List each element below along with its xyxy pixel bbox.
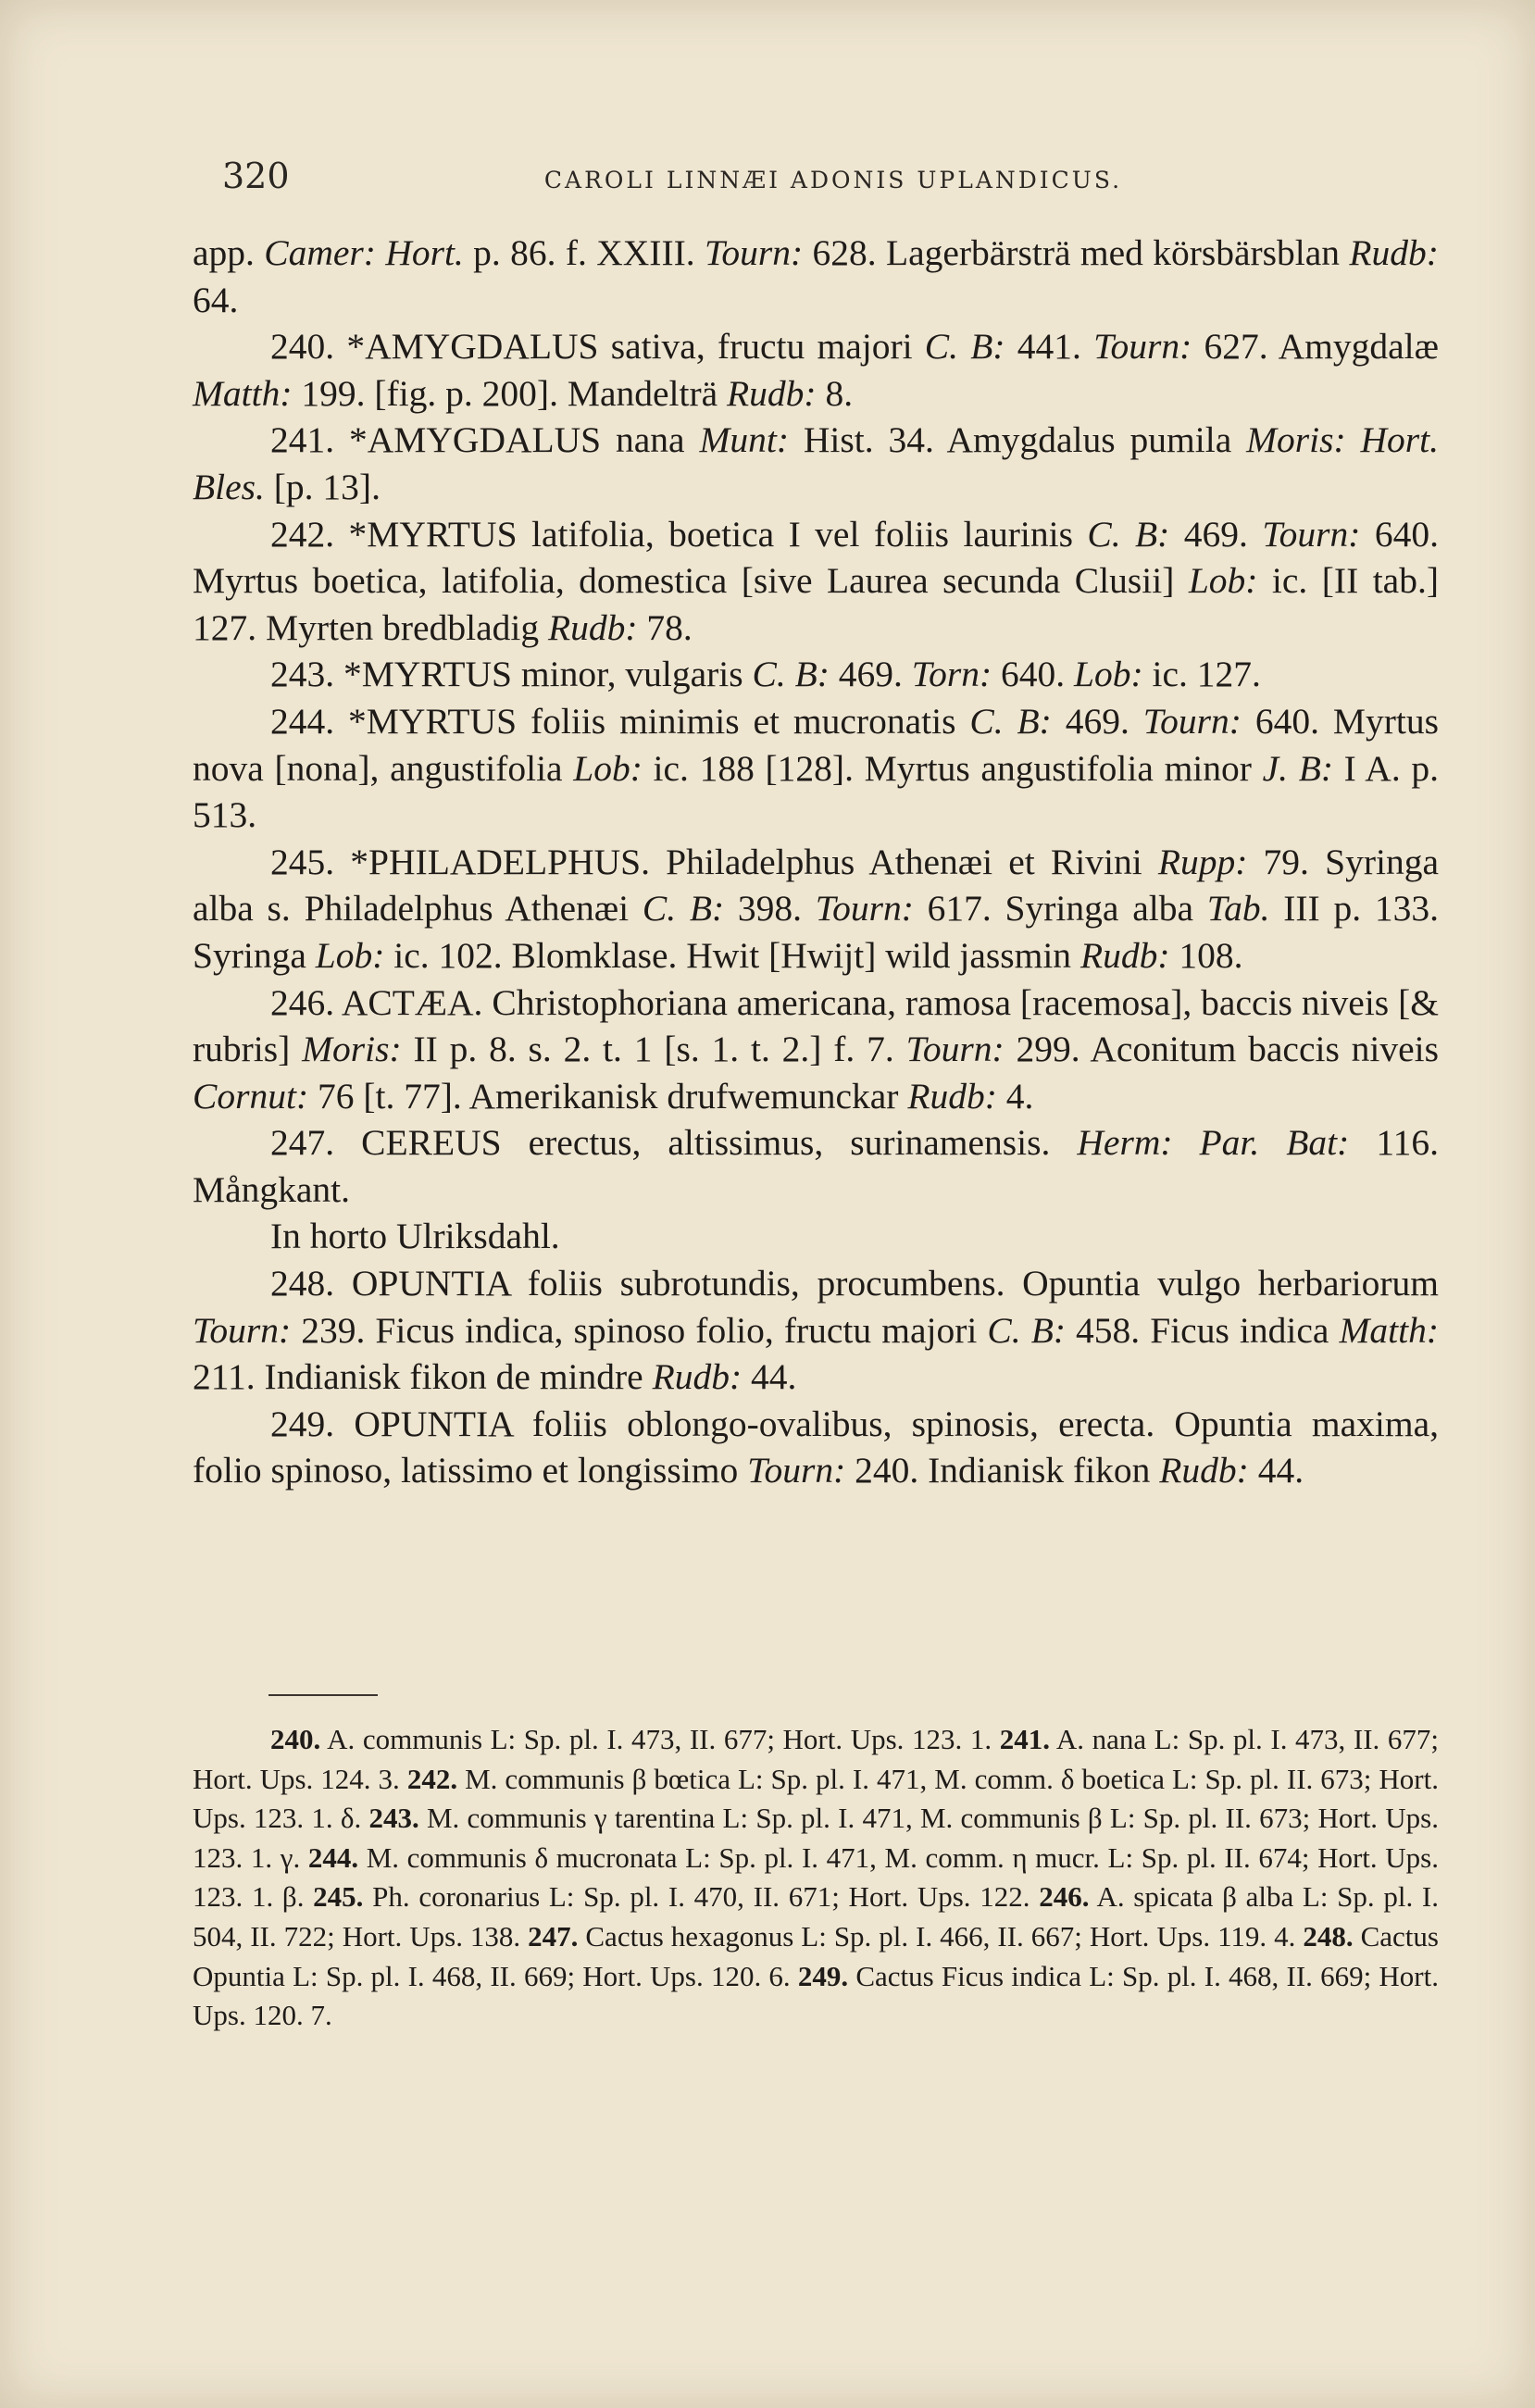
footnote-number: 245. (313, 1880, 364, 1914)
footnote-number: 249. (797, 1959, 849, 1992)
footnote-divider (268, 1694, 378, 1696)
footnote-text: Cactus hexagonus L: Sp. pl. I. 466, II. 667; Hort. Ups. 119. 4. (578, 1919, 1304, 1953)
text-run: 211. Indianisk fikon de mindre (193, 1356, 653, 1398)
footnote-text: Ph. coronarius L: Sp. pl. I. 470, II. 671; Hort. Ups. 122. (363, 1880, 1040, 1914)
citation: Moris: (302, 1029, 402, 1070)
text-run: 240. Indianisk fikon (845, 1450, 1160, 1491)
citation: J. B: (1262, 747, 1333, 789)
citation: Rudb: (1159, 1450, 1249, 1491)
text-run: 627. Amygdalæ (1192, 326, 1439, 368)
citation: Tourn: (704, 232, 804, 273)
entry-249 (193, 1401, 1439, 1494)
citation: Lob: (1074, 654, 1143, 695)
text-run: 469. (1169, 513, 1263, 555)
text-run: II p. 8. s. 2. t. 1 [s. 1. t. 2.] f. 7. (401, 1029, 906, 1070)
footnote-number: 240. (270, 1723, 321, 1755)
footnote-text: M. communis γ tarentina L: Sp. pl. I. 471, M. communis β L: Sp. pl. II. 673; Hort. Ups. 123. 1. γ. (193, 1802, 1439, 1874)
footnote-text: A. spicata β alba L: Sp. pl. I. 504, II. 722; Hort. Ups. 138. (193, 1880, 1440, 1953)
citation: Tourn: (193, 1309, 292, 1351)
text-run: 640. (992, 654, 1075, 695)
entry-247-note (193, 1213, 1439, 1260)
entry-242 (193, 511, 1439, 652)
text-run: ic. [II tab.] 127. Myrten bredbladig (193, 560, 1439, 648)
text-run: 78. (637, 606, 693, 648)
citation: Munt: (699, 419, 789, 461)
citation: Lob: (1188, 560, 1258, 602)
footnote-text: M. communis β bœtica L: Sp. pl. I. 471, M. comm. δ boetica L: Sp. pl. II. 673; Hort. Ups. 123. 1. δ. (193, 1762, 1439, 1835)
text-run: 108. (1169, 934, 1243, 976)
text-run: 64. (193, 279, 239, 320)
entry-241 (193, 417, 1439, 510)
entry-247 (193, 1119, 1439, 1213)
page-number: 320 (222, 156, 290, 196)
text-run: 628. Lagerbärsträ med körsbärsblan (803, 232, 1350, 273)
footnote-number: 244. (307, 1840, 359, 1874)
text-run: 640. Myrtus nova [nona], angustifolia (193, 700, 1439, 789)
footnote-text: M. communis δ mucronata L: Sp. pl. I. 471, M. comm. η mucr. L: Sp. pl. II. 674; Hort. Ups. 123. 1. β. (193, 1840, 1439, 1914)
footnote-text: A. communis L: Sp. pl. I. 473, II. 677; Hort. Ups. 123. 1. (320, 1723, 1000, 1755)
running-title: CAROLI LINNÆI ADONIS UPLANDICUS. (543, 167, 1123, 193)
entry-244 (193, 698, 1439, 839)
citation: Lob: (573, 747, 643, 789)
footnote-number: 241. (999, 1723, 1050, 1755)
entry-246 (193, 979, 1439, 1120)
text-run: 8. (816, 372, 854, 414)
entry-245 (193, 839, 1439, 979)
citation: Moris: Hort. Bles. (193, 419, 1440, 507)
text-run: 79. Syringa alba s. Philadelphus Athenæi (193, 841, 1439, 930)
main-text (193, 230, 1439, 1494)
entry-continuation (193, 230, 1439, 323)
footnote-number: 246. (1039, 1880, 1090, 1914)
citation: Matth: (1339, 1309, 1440, 1351)
footnote-number: 248. (1303, 1919, 1354, 1953)
citation: C. B: (752, 654, 830, 695)
citation: Tourn: (815, 888, 914, 930)
text-run: Hist. 34. Amygdalus pumila (788, 419, 1247, 461)
citation: Herm: Par. Bat: (1077, 1122, 1350, 1164)
text-run: 243. *MYRTUS minor, vulgaris (270, 654, 753, 695)
text-run: 458. Ficus indica (1065, 1309, 1340, 1351)
citation: Rupp: (1157, 841, 1248, 882)
footnotes (193, 1720, 1439, 2036)
entry-240 (193, 323, 1439, 417)
citation: Tourn: (1093, 326, 1192, 368)
citation: C. B: (642, 888, 725, 930)
footnote-text: A. nana L: Sp. pl. I. 473, II. 677; Hort. Ups. 124. 3. (193, 1723, 1439, 1795)
text-run: 299. Aconitum baccis niveis (1004, 1029, 1439, 1070)
entry-248 (193, 1260, 1439, 1401)
text-run: 242. *MYRTUS latifolia, boetica I vel foliis laurinis (270, 513, 1088, 555)
text-run: 44. (742, 1356, 797, 1398)
text-run: I A. p. 513. (193, 747, 1439, 836)
footnote-number: 243. (368, 1802, 419, 1835)
text-run: 241. *AMYGDALUS nana (270, 419, 700, 461)
citation: C. B: (1087, 513, 1170, 555)
citation: Rudb: (1079, 934, 1170, 976)
citation: Tab. (1206, 888, 1270, 930)
text-run: In horto Ulriksdahl. (270, 1216, 560, 1257)
text-run: ic. 188 [128]. Myrtus angustifolia minor (642, 747, 1263, 789)
text-run: 617. Syringa alba (913, 888, 1207, 930)
citation: C. B: (969, 700, 1052, 742)
text-run: 246. ACTÆA. Christophoriana americana, ramosa [racemosa], baccis niveis [& rubris] (193, 981, 1439, 1070)
text-run: 239. Ficus indica, spinoso folio, fructu majori (291, 1309, 988, 1351)
text-run: 469. (1051, 700, 1143, 742)
footnote-number: 247. (528, 1919, 579, 1953)
text-run: 469. (829, 654, 912, 695)
page-header (222, 156, 1444, 202)
citation: Tourn: (905, 1029, 1005, 1070)
text-run: 240. *AMYGDALUS sativa, fructu majori (270, 326, 925, 368)
text-run: 248. OPUNTIA foliis subrotundis, procumbens. Opuntia vulgo herbariorum (270, 1263, 1439, 1304)
footnote-text: Cactus Ficus indica L: Sp. pl. I. 468, II. 669; Hort. Ups. 120. 7. (193, 1959, 1439, 2032)
text-run: III p. 133. Syringa (193, 888, 1439, 976)
footnote-text: Cactus Opuntia L: Sp. pl. I. 468, II. 669; Hort. Ups. 120. 6. (193, 1919, 1439, 1992)
citation: Lob: (315, 934, 385, 976)
text-run: 116. Mångkant. (193, 1122, 1439, 1210)
text-run: 245. *PHILADELPHUS. Philadelphus Athenæi et Rivini (270, 841, 1158, 882)
citation: Cornut: (193, 1075, 309, 1117)
text-run: 4. (996, 1075, 1034, 1117)
text-run: 199. [fig. p. 200]. Mandelträ (292, 372, 728, 414)
text-run: 640. Myrtus boetica, latifolia, domestica [sive Laurea secunda Clusii] (193, 513, 1440, 602)
citation: C. B: (987, 1309, 1066, 1351)
citation: Matth: (193, 372, 293, 414)
text-run: 44. (1248, 1450, 1304, 1491)
text-run: [p. 13]. (264, 466, 381, 507)
citation: Torn: (911, 654, 992, 695)
text-run: 249. OPUNTIA foliis oblongo-ovalibus, spinosis, erecta. Opuntia maxima, folio spinoso, latissimo et longissimo (193, 1403, 1439, 1491)
text-run: 76 [t. 77]. Amerikanisk drufwemunckar (308, 1075, 908, 1117)
citation: Tourn: (1262, 513, 1361, 555)
text-run: ic. 102. Blomklase. Hwit [Hwijt] wild jassmin (384, 934, 1080, 976)
text-run: ic. 127. (1142, 654, 1261, 695)
footnote-number: 242. (406, 1762, 458, 1795)
citation: Rudb: (547, 606, 638, 648)
citation: Tourn: (1142, 700, 1242, 742)
text-run: 398. (724, 888, 816, 930)
citation: Camer: Hort. (264, 232, 464, 273)
citation: C. B: (924, 326, 1005, 368)
citation: Rudb: (1349, 232, 1439, 273)
text-run: app. (193, 232, 265, 273)
text-run: 244. *MYRTUS foliis minimis et mucronatis (270, 700, 970, 742)
text-run: p. 86. f. XXIII. (463, 232, 705, 273)
entry-243 (193, 651, 1439, 698)
text-run: 247. CEREUS erectus, altissimus, surinamensis. (270, 1122, 1078, 1164)
citation: Tourn: (747, 1450, 846, 1491)
text-run: 441. (1005, 326, 1094, 368)
citation: Rudb: (652, 1356, 743, 1398)
citation: Rudb: (907, 1075, 997, 1117)
citation: Rudb: (727, 372, 817, 414)
